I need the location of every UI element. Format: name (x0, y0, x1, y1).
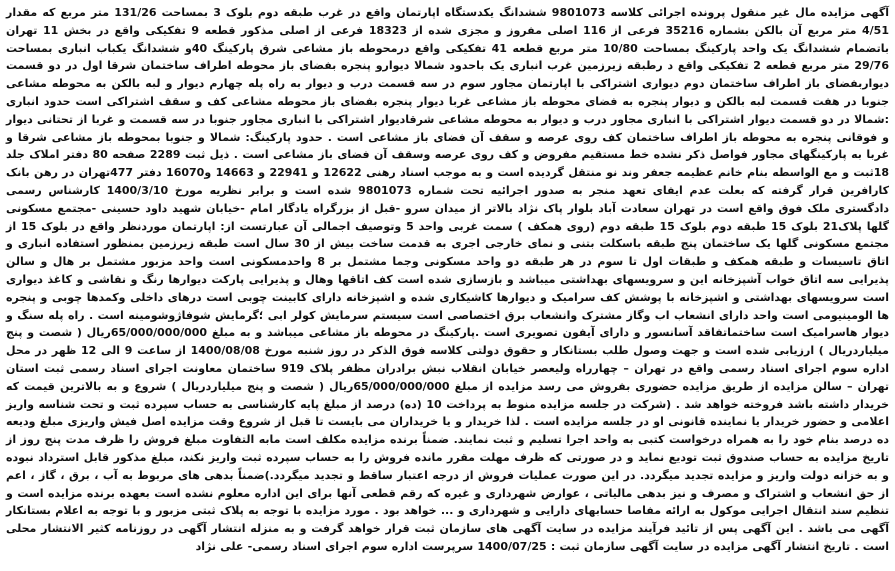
notice-body: آگهی مزایده مال غیر منقول پرونده اجرائی کلاسه 9801073 ششدانگ یکدستگاه اپارتمان واقع در غرب طبقه دوم بلوک 3 بمساحت 131/26 متر مربع که مقدار 4/51 متر مربع آن بالکن بشماره 35216 فرعی از 116 اصلی مفروز و مجزی شده از 18323 فرعی از اصلی مذکور قطعه 9 تفکیکی واقع در بخش 11 تهران باتضمام ششدانگ یک واحد پارکینگ بمساحت 10/80 متر مربع قطعه 41 تفکیکی واقع درمحوطه باز مشاعی شرق پارکینگ 40و ششدانگ یکباب انباری بمساحت 29/76 متر مربع قطعه 2 تفکیکی واقع د رطبقه زیرزمین غرب انباری یک باحدود شمالا دیوارو پنجره بفضای باز محوطه اطراف ساختمان شرقا اول در دو قسمت دیواربفضای باز اطراف ساختمان دوم دیواری اشتراکی با اپارتمان مجاور سوم در سه قسمت درب و دیوار به راه پله چهارم دیوار و لبه بالکن به محوطه مشاعی جنوبا در هفت قسمت لبه بالکن و دیوار پنجره به فضای محوطه باز مشاعی غربا دیوار پنجره بفضای باز محوطه مشاعی کف و سقف اشتراکی است حدود انباری :شمالا در دو قسمت دیوار اشتراکی با انباری مجاور درب و دیوار به محوطه مشاعی شرقادیوار اشتراکی با انباری مجاور جنوبا در سه قسمت و غربا از تحتانی دیوار و فوقانی پنجره به محوطه باز اطراف ساختمان کف روی عرصه و سقف آن فضای باز مشاعی است . حدود پارکینگ: شمالا و جنوبا بمحوطه باز مشاعی شرقا و غربا به پارکینگهای مجاور فواصل ذکر نشده خط مستقیم مفروض و کف روی عرصه وسقف آن فضای باز مشاعی است . ذیل ثبت 2289 صفحه 80 دفتر املاک جلد 18ثبت و مع الواسطه بنام خانم عظیمه جعفر وند نو منتقل گردیده است و به موجب اسناد رهنی 12622 و 22941 و 14663 و16070 دفتر 477تهران در رهن بانک کارافرین قرار گرفته که بعلت عدم ایفای تعهد منجر به صدور اجرائیه تحت شماره 9801073 شده است و برابر نظریه مورخ 1400/3/10 کارشناس رسمی دادگستری ملک فوق واقع است در تهران سعادت آباد بلوار پاک نژاد بالاتر از میدان سرو -قبل از بزرگراه یادگار امام -خیابان شهید داود حسینی -مجتمع مسکونی گلها پلاک21 بلوک 15 طبقه دوم بلوک 15 طبقه دوم (روی همکف ) سمت غربی واحد 5 وتوصیف اجمالی آن عبارتست از: اپارتمان موردنظر واقع در بلوک 15 از مجتمع مسکونی گلها یک ساختمان پنج طبقه باسکلت بتنی و نمای خارجی اجری به قدمت ساخت بیش از 30 سال است طبقه زیرزمین بمنظور استفاده انباری و اتاق تاسیسات و طبقه همکف و طبقات اول تا سوم در هر طبقه دو واحد مسکونی وجما مشتمل بر 8 واحدمسکونی است واحد مزبور مشتمل بر هال و سالن پذیرایی سه اتاق خواب آشپزخانه این و سرویسهای بهداشتی میباشد و بازسازی شده است کف اتاقها وهال و پذیرایی پارکت دیوارها رنگ و نقاشی و کاغذ دیواری است سرویسهای بهداشتی و اشپزخانه با پوشش کف سرامیک و دیوارها کاشیکاری شده و اشپزخانه دارای کابینت چوبی است درهای داخلی وکمدها چوبی و پنجره ها الومینیومی است واحد دارای انشعاب اب وگاز مشترک وانشعاب برق اختصاصی است سیستم سرمایش کولر ابی ؛گرمایش شوفاژوشومینه است . راه پله سنگ و دیوار هاسرامیک است ساختماتفاقد آسانسور و دارای آیفون تصویری است .پارکینگ در محوطه باز مشاعی میباشد و به مبلغ 65/000/000/000ریال ( شصت و پنج میلیاردریال ) ارزیابی شده است و جهت وصول طلب بستانکار و حقوق دولتی کلاسه فوق الذکر در روز شنبه مورخ 1400/08/08 از ساعت 9 الی 12 ظهر در محل اداره سوم اجرای اسناد رسمی واقع در تهران – چهارراه ولیعصر خیابان انقلاب نبش برادران مظفر پلاک 919 ساختمان معاونت اجرای اسناد رسمی ثبت استان تهران – سالن مزایده از طریق مزایده حضوری بفروش می رسد مزایده از مبلغ 65/000/000/000ریال ( شصت و پنج میلیاردریال ) شروع و به بالاترین قیمت که خریدار داشته باشد فروخته خواهد شد . (شرکت در جلسه مزایده منوط به پرداخت 10 (ده) درصد از مبلغ پایه کارشناسی به حساب سپرده ثبت و تحت شناسه واریز اعلامی و حضور خریدار یا نماینده قانونی او در جلسه مزایده است . لذا خریدار و یا خریداران می بایست تا قبل از شروع وقت مزایده اصل فیش واریزی مبلغ ودیعه ده درصد بنام خود را به همراه درخواست کتبی به واحد اجرا تسلیم و ثبت نمایند. ضمناً برنده مزایده مکلف است مابه التفاوت مبلغ فروش را ظرف مدت پنج روز از تاریخ مزایده به حساب صندوق ثبت تودیع نماید و در صورتی که ظرف مهلت مقرر مانده فروش را به حساب سپرده ثبت واریز نکند، مبلغ مذکور قابل استرداد نبوده و به خزانه دولت واریز و مزایده تجدید میگردد. در این صورت عملیات فروش از درجه اعتبار ساقط و تجدید میگردد.)ضمناً بدهی های مربوط به آب ، برق ، گاز ، اعم از حق انشعاب و اشتراک و مصرف و نیز بدهی مالیاتی ، عوارض شهرداری و غیره که رقم قطعی آنها برای این اداره معلوم نشده است بعهده برنده مزایده است و تنظیم سند انتقال اجرایی موکول به ارائه مفاصا حسابهای دارایی و شهرداری و ... خواهد بود . مورد مزایده با توجه به پلاک ثبتی مزبور و با توجه به اعلام بستانکار آگهی می باشد . این آگهی پس از تائید فرآیند مزایده در سایت آگهی های سازمان ثبت قرار خواهد گرفت و به منزله انتشار آگهی در روزنامه کثیر الانتشار محلی است . تاریخ انتشار آگهی مزایده در سایت آگهی سازمان ثبت : 1400/07/25 سرپرست اداره سوم اجرای اسناد رسمی- علی نژاد (6, 6, 890, 553)
